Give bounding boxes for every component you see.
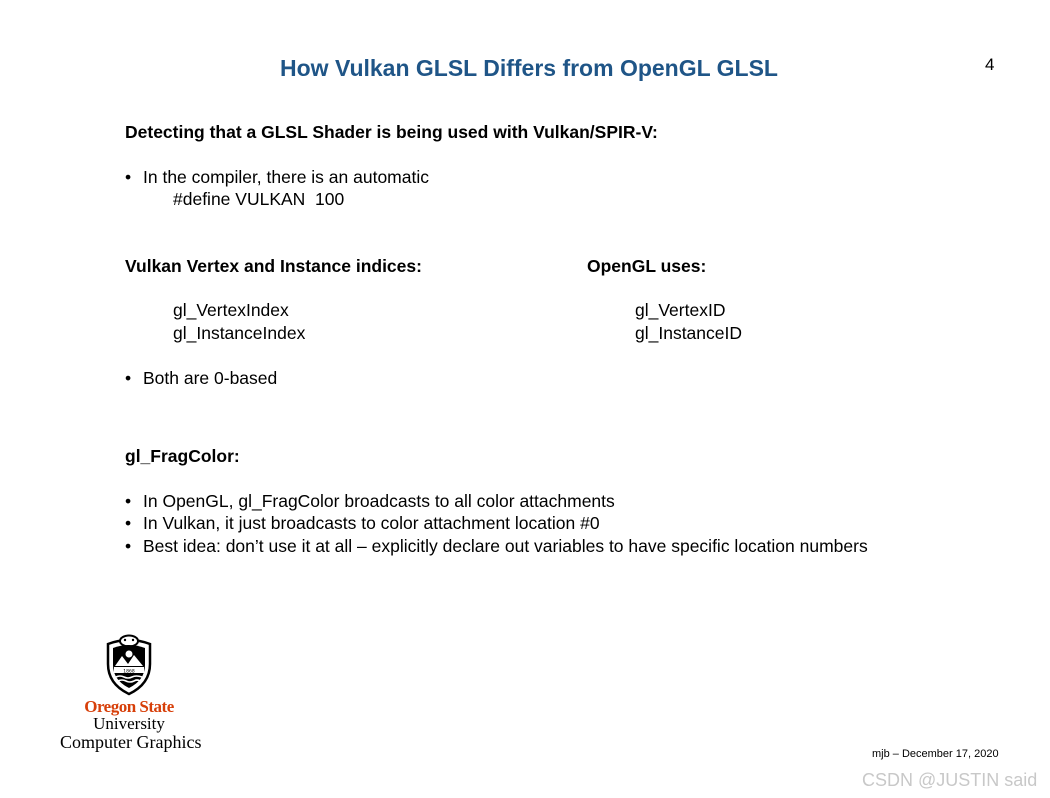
logo-department: Computer Graphics	[60, 732, 202, 752]
bullet-marker: •	[125, 491, 132, 511]
opengl-uses-heading: OpenGL uses:	[587, 256, 707, 276]
bullet-marker: •	[125, 513, 132, 533]
detect-heading: Detecting that a GLSL Shader is being used with Vulkan/SPIR-V:	[125, 122, 658, 142]
vulkan-indices-heading: Vulkan Vertex and Instance indices:	[125, 256, 422, 276]
slide-number: 4	[985, 55, 995, 74]
bullet-text: In Vulkan, it just broadcasts to color attachment location #0	[143, 513, 600, 533]
vulkan-var: gl_InstanceIndex	[173, 323, 306, 343]
osu-seal-logo	[104, 634, 154, 701]
bullet-marker: •	[125, 536, 132, 556]
fragcolor-bullet	[125, 535, 868, 601]
seal-year: 1868	[123, 669, 135, 675]
footer-author-date: mjb – December 17, 2020	[872, 748, 999, 760]
slide-title: How Vulkan GLSL Differs from OpenGL GLSL	[280, 55, 778, 81]
osu-seal-icon	[104, 634, 154, 696]
bullet-text: Best idea: don’t use it at all – explicitly declare out variables to have specific location numbers	[143, 536, 868, 556]
opengl-var: gl_InstanceID	[635, 323, 743, 343]
watermark: CSDN @JUSTIN said	[862, 770, 1038, 790]
logo-name-line1: Oregon State	[84, 697, 174, 716]
bullet-text: Both are 0-based	[143, 368, 278, 388]
vulkan-define-code: #define VULKAN 100	[173, 189, 345, 209]
bullet-marker: •	[125, 167, 132, 187]
logo-name-line2: University	[93, 714, 165, 733]
opengl-var: gl_VertexID	[635, 300, 726, 320]
bullet-text: In the compiler, there is an automatic	[143, 167, 429, 187]
fragcolor-heading: gl_FragColor:	[125, 446, 240, 466]
indices-bullet	[125, 367, 278, 433]
vulkan-var: gl_VertexIndex	[173, 300, 289, 320]
bullet-text: In OpenGL, gl_FragColor broadcasts to all color attachments	[143, 491, 615, 511]
bullet-marker: •	[125, 368, 132, 388]
